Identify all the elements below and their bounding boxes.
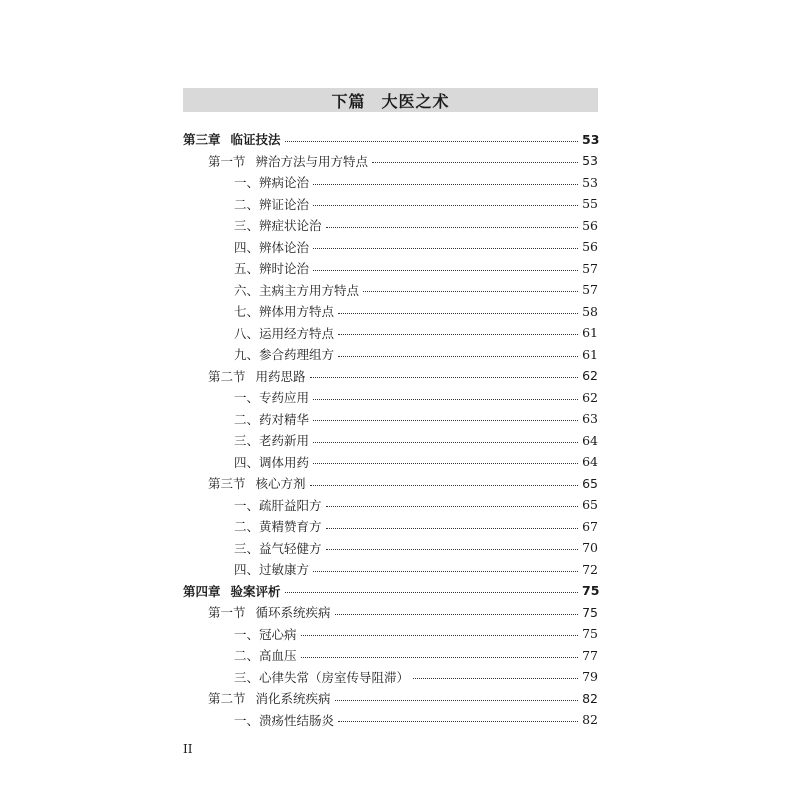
toc-page-number: 56 [582, 239, 598, 254]
toc-entry-title [183, 130, 285, 148]
toc-entry-text: 一、疏肝益阳方 [234, 497, 322, 513]
toc-section-row [208, 473, 598, 493]
dot-leader [338, 313, 578, 314]
dot-leader [313, 420, 578, 421]
toc-page-number: 61 [582, 346, 598, 362]
toc-page-number: 77 [582, 647, 598, 663]
toc-page-number: 62 [582, 389, 598, 405]
toc-section-row [208, 688, 598, 708]
toc-entry-title [208, 367, 310, 385]
toc-entry-title [234, 517, 326, 535]
toc-entry-text: 二、高血压 [234, 648, 297, 663]
toc-entry-text: 验案评析 [230, 583, 281, 599]
dot-leader [335, 614, 578, 615]
toc-entry-title [183, 582, 285, 600]
toc-page-number: 82 [582, 712, 598, 727]
toc-item-row [234, 516, 598, 536]
toc-entry-text: 三、老药新用 [234, 433, 310, 448]
dot-leader [335, 700, 578, 701]
toc-entry-text: 临证技法 [230, 132, 281, 147]
toc-entry-text: 四、辨体论治 [234, 239, 310, 255]
toc-page-number: 53 [582, 153, 598, 168]
toc-entry-text: 三、心律失常（房室传导阻滞） [234, 669, 410, 685]
toc-entry-text: 消化系统疾病 [255, 691, 331, 706]
toc-item-row [234, 301, 598, 321]
toc-item-row [234, 194, 598, 214]
toc-page-number: 53 [582, 174, 598, 190]
dot-leader [313, 571, 578, 572]
toc-item-row [234, 237, 598, 257]
toc-entry-title [234, 345, 338, 363]
dot-leader [313, 442, 578, 443]
toc-entry-title [234, 216, 326, 234]
part-label: 下篇 [331, 91, 366, 111]
toc-entry-title [208, 603, 335, 621]
toc-item-row [234, 452, 598, 472]
toc-page-number: 79 [582, 669, 598, 684]
toc-chapter-row [183, 129, 598, 149]
toc-entry-title [234, 646, 301, 664]
dot-leader [301, 657, 578, 658]
toc-entry-text: 三、辨症状论治 [234, 218, 322, 233]
toc-page-number: 53 [582, 131, 600, 147]
dot-leader [326, 528, 578, 529]
toc-item-row [234, 258, 598, 278]
toc-entry-title [234, 388, 313, 406]
dot-leader [372, 162, 578, 163]
toc-item-row [234, 645, 598, 665]
dot-leader [338, 356, 578, 357]
toc-entry-text: 一、专药应用 [234, 390, 310, 405]
toc-entry-text: 二、辨证论治 [234, 196, 310, 212]
toc-item-row [234, 710, 598, 730]
toc-entry-number: 第一节 [208, 153, 246, 169]
toc-entry-title [234, 539, 326, 557]
toc-entry-title [234, 453, 313, 471]
dot-leader [338, 721, 578, 722]
toc-item-row [234, 409, 598, 429]
toc-entry-text: 三、益气轻健方 [234, 540, 322, 556]
dot-leader [326, 506, 578, 507]
dot-leader [326, 549, 578, 550]
dot-leader [413, 678, 578, 679]
toc-page-number: 75 [582, 604, 598, 620]
toc-entry-title [234, 173, 313, 191]
toc-entry-title [234, 560, 313, 578]
toc-item-row [234, 624, 598, 644]
toc-item-row [234, 387, 598, 407]
toc-entry-number: 第三节 [208, 476, 246, 491]
toc-section-row [208, 151, 598, 171]
toc-section-row [208, 366, 598, 386]
toc-entry-number: 第二节 [208, 368, 246, 384]
toc-entry-text: 核心方剂 [255, 476, 306, 491]
toc-entry-number: 第二节 [208, 691, 246, 706]
toc-entry-text: 四、调体用药 [234, 454, 310, 470]
toc-entry-title [234, 668, 413, 686]
toc-entry-text: 用药思路 [255, 368, 306, 384]
dot-leader [285, 592, 578, 593]
toc-entry-title [208, 689, 335, 707]
toc-page-number: 62 [582, 368, 598, 383]
toc-entry-text: 七、辨体用方特点 [234, 304, 335, 319]
page-number: II [183, 742, 193, 756]
toc-page-number: 72 [582, 561, 598, 577]
toc-page-number: 75 [582, 583, 600, 598]
toc-entry-title [234, 496, 326, 514]
toc-page-number: 67 [582, 518, 598, 534]
toc-page-number: 82 [582, 690, 598, 706]
dot-leader [310, 485, 578, 486]
toc-entry-text: 二、药对精华 [234, 411, 310, 427]
toc-entry-text: 辨治方法与用方特点 [255, 153, 369, 169]
toc-page-number: 61 [582, 325, 598, 340]
toc-item-row [234, 215, 598, 235]
dot-leader [313, 463, 578, 464]
toc-item-row [234, 344, 598, 364]
toc-item-row [234, 430, 598, 450]
toc-page-number: 57 [582, 282, 598, 297]
toc-page-number: 57 [582, 260, 598, 276]
dot-leader [313, 270, 578, 271]
toc-entry-title [234, 302, 338, 320]
toc-entry-number: 第三章 [183, 132, 221, 147]
toc-entry-text: 一、溃疡性结肠炎 [234, 712, 335, 728]
toc-entry-title [234, 195, 313, 213]
toc-page-number: 56 [582, 217, 598, 233]
toc-page-number: 65 [582, 497, 598, 512]
part-header [183, 88, 598, 112]
dot-leader [326, 227, 578, 228]
toc-item-row [234, 495, 598, 515]
dot-leader [285, 141, 578, 142]
toc-entry-title [234, 625, 301, 643]
toc-entry-title [234, 410, 313, 428]
toc-entry-number: 第一节 [208, 605, 246, 620]
toc-entry-title [234, 711, 338, 729]
toc-item-row [234, 172, 598, 192]
toc-entry-text: 循环系统疾病 [255, 605, 331, 620]
toc-page-number: 75 [582, 626, 598, 641]
toc-entry-title [208, 474, 310, 492]
dot-leader [338, 334, 578, 335]
toc-page-number: 64 [582, 432, 598, 448]
toc-entry-text: 四、过敏康方 [234, 562, 310, 577]
toc-item-row [234, 323, 598, 343]
toc-item-row [234, 667, 598, 687]
toc-entry-text: 五、辨时论治 [234, 261, 310, 276]
toc-entry-text: 八、运用经方特点 [234, 325, 335, 341]
toc-entry-text: 二、黄精赞育方 [234, 519, 322, 534]
toc-entry-text: 九、参合药理组方 [234, 347, 335, 362]
dot-leader [313, 184, 578, 185]
toc-entry-title [234, 259, 313, 277]
toc-item-row [234, 559, 598, 579]
toc-page-number: 63 [582, 411, 598, 426]
dot-leader [310, 377, 578, 378]
toc-entry-title [234, 281, 363, 299]
toc-entry-title [234, 238, 313, 256]
toc-page-number: 58 [582, 303, 598, 319]
dot-leader [301, 635, 578, 636]
part-title: 大医之术 [381, 91, 450, 111]
toc-entry-text: 一、冠心病 [234, 626, 297, 642]
toc-page-number: 65 [582, 475, 598, 491]
dot-leader [363, 291, 578, 292]
toc-section-row [208, 602, 598, 622]
toc-item-row [234, 280, 598, 300]
toc-chapter-row [183, 581, 598, 601]
toc-page-number: 55 [582, 196, 598, 211]
toc-entry-number: 第四章 [183, 583, 221, 599]
toc-entry-text: 一、辨病论治 [234, 175, 310, 190]
toc-entry-title [234, 431, 313, 449]
dot-leader [313, 399, 578, 400]
toc-entry-title [208, 152, 372, 170]
dot-leader [313, 205, 578, 206]
dot-leader [313, 248, 578, 249]
toc-page-number: 70 [582, 540, 598, 555]
toc-entry-title [234, 324, 338, 342]
toc-entry-text: 六、主病主方用方特点 [234, 282, 360, 298]
toc-item-row [234, 538, 598, 558]
toc-page-number: 64 [582, 454, 598, 469]
